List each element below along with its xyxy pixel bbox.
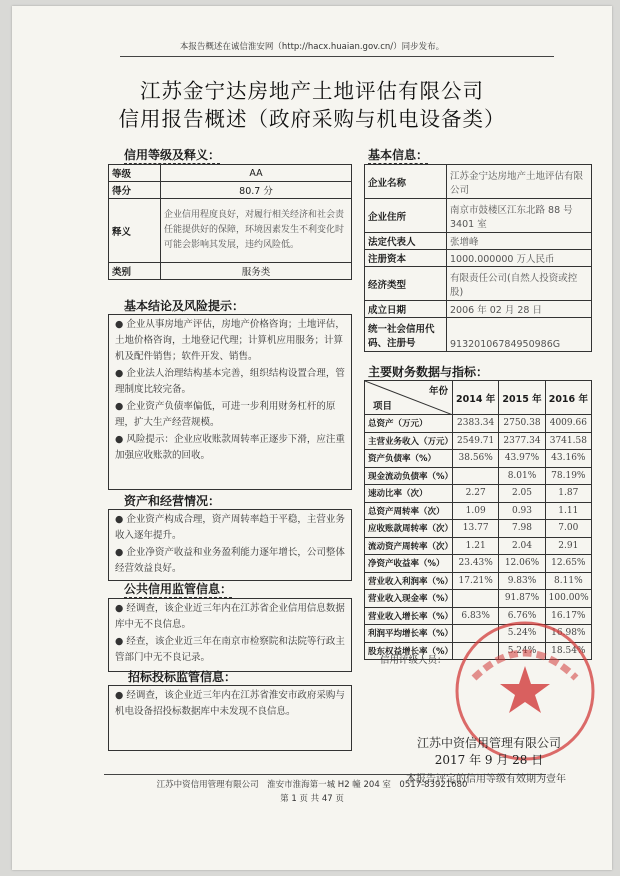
finance-value: 2.91: [545, 537, 591, 555]
basic-label: 注册资本: [365, 250, 447, 267]
basic-value: 913201067849509​86G: [447, 318, 592, 352]
finance-heading: 主要财务数据与指标：: [368, 365, 489, 379]
basic-label: 统一社会信用代码、注册号: [365, 318, 447, 352]
public-credit-heading: 公共信用监管信息：: [124, 582, 233, 596]
finance-value: 43.16%: [545, 450, 591, 468]
finance-row: [365, 485, 592, 503]
credit-heading: 信用等级及释义：: [124, 148, 221, 162]
finance-value: 2.04: [499, 537, 545, 555]
finance-value: 100.00%: [545, 590, 591, 608]
finance-item-label: 营业收入增长率（%）: [365, 607, 453, 625]
finance-item-label: 资产负债率（%）: [365, 450, 453, 468]
public-credit-item: ● 经查，该企业近三年在南京市检察院和法院等行政主管部门中无不良记录。: [115, 636, 345, 663]
basic-label: 企业住所: [365, 199, 447, 233]
meaning-value: 企业信用程度良好，对履行相关经济和社会责任能提供好的保障，环境因素发生不利变化时可能会影响其发展，违约风险低。: [161, 199, 352, 263]
finance-item-label: 股东权益增长率（%）: [365, 642, 453, 660]
page-title-line2: 信用报告概述（政府采购与机电设备类）: [118, 107, 506, 131]
meaning-label: 释义: [109, 199, 161, 263]
rating-staff-label: 信用评级人员：: [380, 655, 447, 666]
finance-value: 43.97%: [499, 450, 545, 468]
header-note: 本报告概述在诚信淮安网（http://hacx.huaian.gov.cn/）同步发布。: [179, 42, 445, 52]
footer-divider: [104, 774, 546, 775]
grade-value: AA: [161, 165, 352, 182]
finance-corner-cell: [365, 381, 453, 415]
finance-item-label: 总资产（万元）: [365, 415, 453, 433]
public-credit-item: ● 经调查，该企业近三年内在江苏省企业信用信息数据库中无不良信息。: [115, 603, 345, 630]
grade-label: 等级: [109, 165, 161, 182]
finance-value: 17.21%: [453, 572, 499, 590]
finance-value: 1.21: [453, 537, 499, 555]
basic-heading: 基本信息：: [368, 148, 429, 162]
conclusion-item: ● 企业资产负债率偏低，可进一步利用财务杠杆的原理，扩大生产经营规模。: [115, 401, 336, 428]
corner-item-label: 项目: [373, 401, 393, 412]
signature-org: 江苏中资信用管理有限公司: [416, 736, 561, 750]
finance-value: 5.24%: [499, 642, 545, 660]
finance-value: 2549.71: [453, 432, 499, 450]
basic-value: 张增峰: [447, 233, 592, 250]
finance-item-label: 利润平均增长率（%）: [365, 625, 453, 643]
finance-value: 8.01%: [499, 467, 545, 485]
year-header: 2014 年: [453, 381, 499, 415]
header-divider: [120, 56, 554, 57]
finance-value: 9.83%: [499, 572, 545, 590]
finance-value: 12.06%: [499, 555, 545, 573]
finance-item-label: 总资产周转率（次）: [365, 502, 453, 520]
basic-label: 企业名称: [365, 165, 447, 199]
page-title-line1: 江苏金宁达房地产土地评估有限公司: [140, 79, 484, 103]
signature-date: 2017 年 9 月 28 日: [434, 753, 544, 767]
footer-page: 第 1 页 共 47 页: [280, 794, 344, 804]
finance-value: 16.17%: [545, 607, 591, 625]
finance-row: [365, 590, 592, 608]
finance-value: 13.77: [453, 520, 499, 538]
finance-value: 2.05: [499, 485, 545, 503]
finance-value: 1.09: [453, 502, 499, 520]
finance-value: 6.76%: [499, 607, 545, 625]
finance-item-label: 速动比率（次）: [365, 485, 453, 503]
finance-item-label: 营业收入现金率（%）: [365, 590, 453, 608]
finance-row: [365, 555, 592, 573]
finance-row: [365, 450, 592, 468]
corner-year-label: 年份: [428, 386, 448, 397]
finance-value: 7.00: [545, 520, 591, 538]
finance-row: [365, 467, 592, 485]
score-value: 80.7 分: [161, 182, 352, 199]
basic-label: 成立日期: [365, 301, 447, 318]
assets-item: ● 企业净资产收益和业务盈利能力逐年增长，公司整体经营效益良好。: [115, 547, 345, 574]
finance-value: 18.54%: [545, 642, 591, 660]
finance-item-label: 主营业务收入（万元）: [365, 432, 453, 450]
basic-info-table: [364, 164, 592, 352]
bidding-heading: 招标投标监管信息：: [128, 670, 237, 684]
finance-row: [365, 572, 592, 590]
finance-value: 12.65%: [545, 555, 591, 573]
finance-value: 1.11: [545, 502, 591, 520]
conclusion-box: [108, 314, 352, 490]
finance-row: [365, 415, 592, 433]
basic-value: 有限责任公司(自然人投资或控股): [447, 267, 592, 301]
category-label: 类别: [109, 263, 161, 280]
assets-heading: 资产和经营情况：: [124, 494, 221, 508]
conclusion-item: ● 企业法人治理结构基本完善，组织结构设置合理，管理制度比较完备。: [115, 368, 345, 395]
finance-row: [365, 502, 592, 520]
finance-item-label: 现金流动负债率（%）: [365, 467, 453, 485]
validity-note: 本报告评定的信用等级有效期为壹年: [406, 774, 566, 785]
finance-value: 38.56%: [453, 450, 499, 468]
finance-item-label: 营业收入利润率（%）: [365, 572, 453, 590]
finance-value: 16.98%: [545, 625, 591, 643]
finance-value: 78.19%: [545, 467, 591, 485]
finance-value: 2.27: [453, 485, 499, 503]
finance-item-label: 流动资产周转率（次）: [365, 537, 453, 555]
year-header: 2015 年: [499, 381, 545, 415]
score-label: 得分: [109, 182, 161, 199]
finance-value: 23.43%: [453, 555, 499, 573]
finance-value: 2383.34: [453, 415, 499, 433]
conclusion-item: ● 风险提示：企业应收账款周转率正逐步下滑，应注重加强应收账款的回收。: [115, 434, 345, 461]
year-header: 2016 年: [545, 381, 591, 415]
finance-row: [365, 537, 592, 555]
finance-value: [453, 467, 499, 485]
bidding-item: ● 经调查，该企业近三年内在江苏省淮安市政府采购与机电设备招投标数据库中未发现不良信息。: [115, 690, 345, 717]
finance-value: 2377.34: [499, 432, 545, 450]
finance-value: 6.83%: [453, 607, 499, 625]
bidding-box: [108, 685, 352, 751]
finance-item-label: 净资产收益率（%）: [365, 555, 453, 573]
public-credit-box: [108, 598, 352, 672]
conclusion-item: ● 企业从事房地产评估，房地产价格咨询；土地评估，土地价格咨询，土地登记代理；计算机应用服务；计算机及配件销售；软件开发、销售。: [115, 319, 345, 362]
finance-value: 7.98: [499, 520, 545, 538]
basic-value: 江苏金宁达房地产土地评估有限公司: [447, 165, 592, 199]
finance-value: 0.93: [499, 502, 545, 520]
conclusion-heading: 基本结论及风险提示：: [124, 299, 245, 313]
basic-value: 南京市鼓楼区江东北路 88 号 3401 室: [447, 199, 592, 233]
finance-value: 3741.58: [545, 432, 591, 450]
finance-item-label: 应收账款周转率（次）: [365, 520, 453, 538]
basic-value: 2006 年 02 月 28 日: [447, 301, 592, 318]
finance-value: 2750.38: [499, 415, 545, 433]
basic-label: 法定代表人: [365, 233, 447, 250]
finance-row: [365, 520, 592, 538]
assets-item: ● 企业资产构成合理，资产周转率趋于平稳，主营业务收入逐年提升。: [115, 514, 345, 541]
finance-value: 1.87: [545, 485, 591, 503]
finance-value: 4009.66: [545, 415, 591, 433]
finance-value: [453, 590, 499, 608]
basic-value: 1000.000000 万人民币: [447, 250, 592, 267]
footer-line: 江苏中资信用管理有限公司 淮安市淮海第一城 H2 幢 204 室 0517-83921680: [156, 780, 468, 790]
finance-value: 5.24%: [499, 625, 545, 643]
credit-table: [108, 164, 352, 280]
finance-row: [365, 432, 592, 450]
basic-label: 经济类型: [365, 267, 447, 301]
finance-value: 8.11%: [545, 572, 591, 590]
assets-box: [108, 509, 352, 581]
category-value: 服务类: [161, 263, 352, 280]
finance-value: 91.87%: [499, 590, 545, 608]
report-page: [12, 6, 612, 870]
